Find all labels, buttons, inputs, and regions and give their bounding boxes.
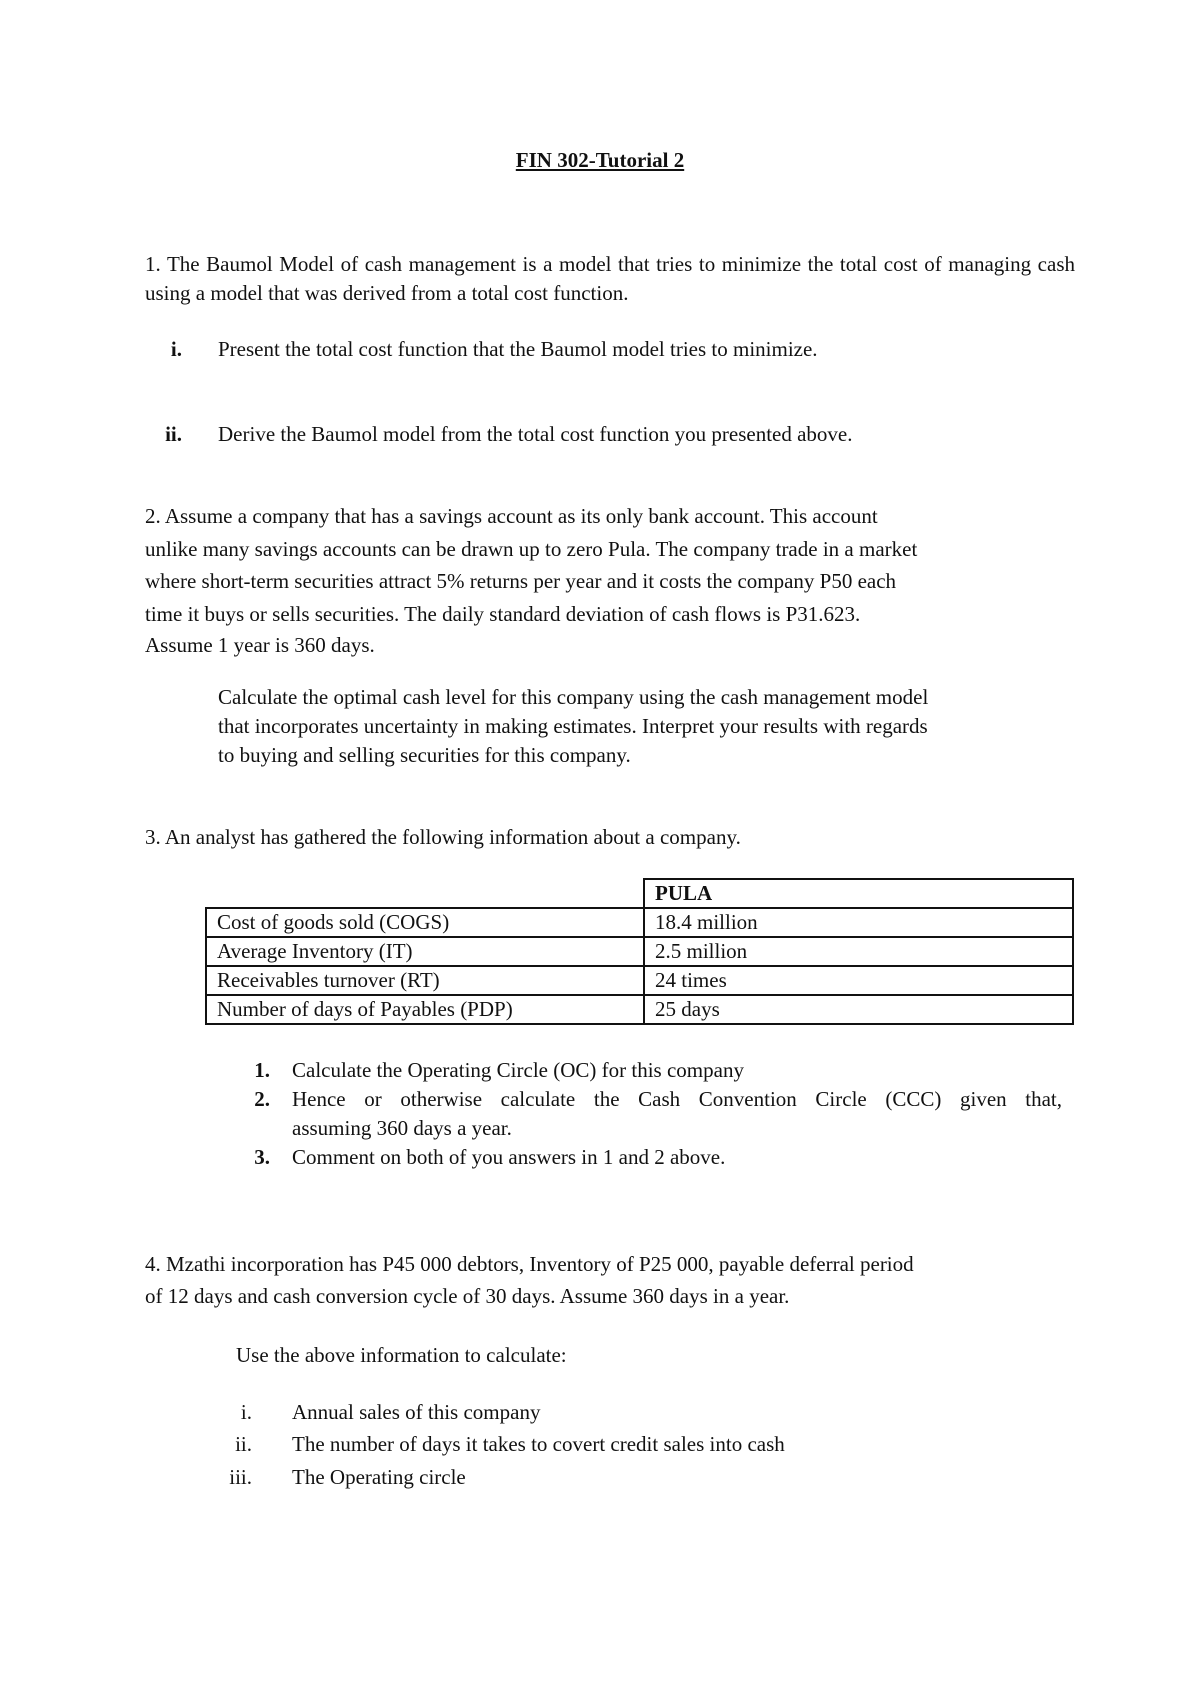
question-4-item-number: iii. — [229, 1465, 252, 1489]
page-title: FIN 302-Tutorial 2 — [515, 148, 685, 172]
table-label-cell: Average Inventory (IT) — [206, 937, 644, 966]
company-info-table — [205, 878, 1074, 1025]
question-2-line: time it buys or sells securities. The daily standard deviation of cash flows is P31.623. — [145, 602, 861, 626]
question-2-line: 2. Assume a company that has a savings account as its only bank account. This account — [145, 504, 878, 528]
question-1-item-text: Derive the Baumol model from the total cost function you presented above. — [218, 422, 853, 446]
question-2-task-line: Calculate the optimal cash level for this company using the cash management model — [218, 685, 929, 709]
question-3-text: 3. An analyst has gathered the following information about a company. — [145, 825, 741, 849]
question-3-item-number: 2. — [254, 1087, 270, 1111]
question-2-line: where short-term securities attract 5% returns per year and it costs the company P50 each — [145, 569, 897, 593]
question-2-task-line: that incorporates uncertainty in making estimates. Interpret your results with regards — [218, 714, 928, 738]
question-4-line: 4. Mzathi incorporation has P45 000 debtors, Inventory of P25 000, payable deferral period — [145, 1252, 914, 1276]
question-1-item-text: Present the total cost function that the Baumol model tries to minimize. — [218, 337, 818, 361]
question-1-item-number: i. — [170, 337, 182, 361]
question-3-item-text: Comment on both of you answers in 1 and 2 above. — [292, 1145, 726, 1169]
table-row — [206, 937, 1073, 966]
table-value-cell: 24 times — [644, 966, 1073, 995]
question-4-item-text: The Operating circle — [292, 1465, 466, 1489]
table-row — [206, 995, 1073, 1024]
table-header-row — [206, 879, 1073, 908]
table-header-cell: PULA — [644, 879, 1073, 908]
table-label-cell: Number of days of Payables (PDP) — [206, 995, 644, 1024]
question-3-item-number: 3. — [254, 1145, 270, 1169]
question-1-item-number: ii. — [165, 422, 182, 446]
question-4-item-number: i. — [240, 1400, 252, 1424]
question-4-line: of 12 days and cash conversion cycle of 30 days. Assume 360 days in a year. — [145, 1284, 790, 1308]
table-row — [206, 966, 1073, 995]
question-4-item-text: Annual sales of this company — [292, 1400, 541, 1424]
question-3-item-text-continued: assuming 360 days a year. — [292, 1116, 512, 1140]
question-2-line: unlike many savings accounts can be drawn up to zero Pula. The company trade in a market — [145, 537, 918, 561]
table-value-cell: 18.4 million — [644, 908, 1073, 937]
table-header-empty-cell — [206, 879, 644, 908]
question-4-intro: Use the above information to calculate: — [236, 1343, 567, 1367]
question-3-item-text: Hence or otherwise calculate the Cash Convention Circle (CCC) given that, — [292, 1087, 1062, 1111]
question-2-task-line: to buying and selling securities for this company. — [218, 743, 631, 767]
table-label-cell: Receivables turnover (RT) — [206, 966, 644, 995]
table-row — [206, 908, 1073, 937]
question-4-item-number: ii. — [235, 1432, 252, 1456]
table-value-cell: 25 days — [644, 995, 1073, 1024]
table-label-cell: Cost of goods sold (COGS) — [206, 908, 644, 937]
question-2-line: Assume 1 year is 360 days. — [145, 633, 375, 657]
question-4-item-text: The number of days it takes to covert credit sales into cash — [292, 1432, 785, 1456]
question-1-text: 1. The Baumol Model of cash management is a model that tries to minimize the total cost of managing cash using a model that was derived from a total cost function. — [145, 252, 1075, 305]
table-value-cell: 2.5 million — [644, 937, 1073, 966]
question-3-item-text: Calculate the Operating Circle (OC) for this company — [292, 1058, 744, 1082]
question-3-item-number: 1. — [254, 1058, 270, 1082]
